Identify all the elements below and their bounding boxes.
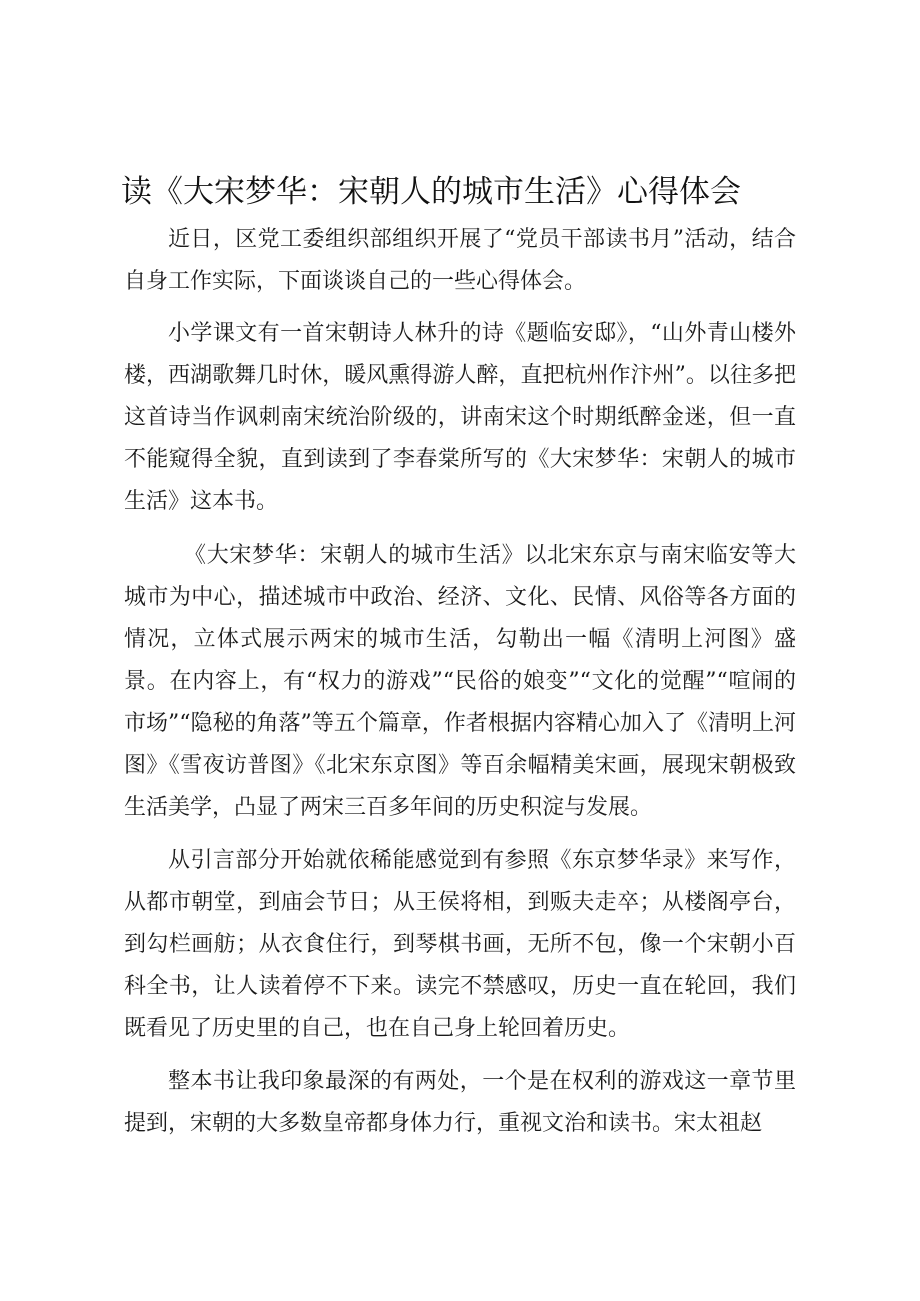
document-title: 读《大宋梦华：宋朝人的城市生活》心得体会 (121, 174, 741, 210)
paragraph-poem: 小学课文有一首宋朝诗人林升的诗《题临安邸》，“山外青山楼外楼，西湖歌舞几时休，暖风熏得游人醉，直把杭州作汴州”。以往多把这首诗当作讽刺南宋统治阶级的，讲南宋这个时期纸醉金迷，但一直不能窥得全貌，直到读到了李春棠所写的《大宋梦华：宋朝人的城市生活》这本书。 (124, 321, 796, 514)
document-body (124, 219, 796, 1145)
paragraph-introduction-reading: 从引言部分开始就依稀能感觉到有参照《东京梦华录》来写作，从都市朝堂，到庙会节日；从王侯将相，到贩夫走卒；从楼阁亭台，到勾栏画舫；从衣食住行，到琴棋书画，无所不包，像一个宋朝小百科全书，让人读着停不下来。读完不禁感叹，历史一直在轮回，我们既看见了历史里的自己，也在自己身上轮回着历史。 (124, 848, 796, 1041)
paragraph-intro: 近日，区党工委组织部组织开展了“党员干部读书月”活动，结合自身工作实际，下面谈谈自己的一些心得体会。 (124, 227, 796, 294)
paragraph-impression: 整本书让我印象最深的有两处，一个是在权利的游戏这一章节里提到，宋朝的大多数皇帝都身体力行，重视文治和读书。宋太祖赵 (124, 1069, 796, 1136)
paragraph-book-overview: 《大宋梦华：宋朝人的城市生活》以北宋东京与南宋临安等大城市为中心，描述城市中政治、经济、文化、民情、风俗等各方面的情况，立体式展示两宋的城市生活，勾勒出一幅《清明上河图》盛景。在内容上，有“权力的游戏”“民俗的娘变”“文化的觉醒”“喧闹的市场”“隐秘的角落”等五个篇章，作者根据内容精心加入了《清明上河图》《雪夜访普图》《北宋东京图》等百余幅精美宋画，展现宋朝极致生活美学，凸显了两宋三百多年间的历史积淀与发展。 (124, 543, 796, 820)
